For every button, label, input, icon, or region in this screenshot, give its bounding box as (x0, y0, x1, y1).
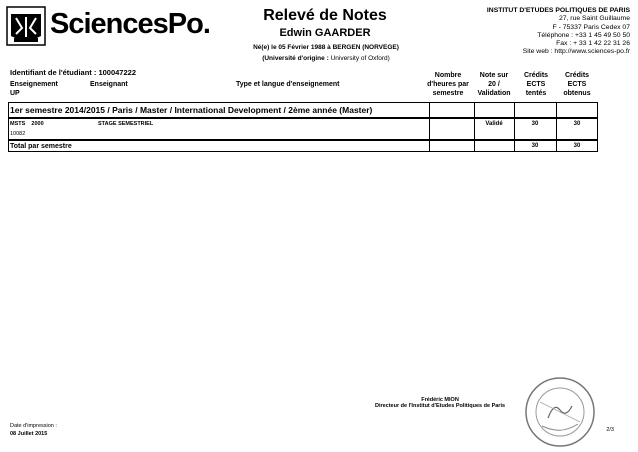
page-number: 2/3 (606, 427, 614, 433)
institution-address (430, 7, 630, 57)
institution-fax: Fax : + 33 1 42 22 31 26 (556, 40, 630, 48)
col-header-enseignant: Enseignant (90, 81, 128, 88)
signer-title: Directeur de l'Institut d'Etudes Politiques de Paris (374, 403, 506, 409)
origin-value: University of Oxford) (330, 55, 390, 62)
print-date-label: Date d'impression : (10, 423, 57, 429)
student-name: Edwin GAARDER (279, 27, 371, 39)
col-header-ects-attempted-line3: tentés (525, 90, 547, 97)
divider (429, 119, 430, 139)
print-date: 08 Juillet 2015 (10, 431, 48, 437)
course-code: MSTS 2000 (10, 121, 44, 127)
col-header-ects-obtained (556, 71, 598, 98)
birth-info: Né(e) le 05 Février 1988 à BERGEN (NORVEGE) (253, 44, 399, 51)
institution-street: 27, rue Saint Guillaume (558, 15, 630, 23)
course-ects-attempted: 30 (531, 121, 539, 127)
divider (474, 103, 475, 117)
col-header-hours-line3: semestre (432, 90, 464, 97)
col-header-enseignement: Enseignement (10, 81, 58, 88)
official-stamp-icon (520, 372, 600, 452)
col-header-type: Type et langue d'enseignement (236, 81, 340, 88)
course-up: 10082 (10, 131, 26, 137)
semester-title: 1er semestre 2014/2015 / Paris / Master / International Development / 2ème année (Master) (10, 105, 373, 115)
col-header-up: UP (10, 90, 20, 97)
col-header-grade-line2: 20 / (488, 81, 500, 88)
col-header-grade-line1: Note sur (479, 72, 509, 79)
divider (429, 103, 430, 117)
divider (514, 103, 515, 117)
institution-website: Site web : http://www.sciences-po.fr (522, 48, 630, 56)
brand-wordmark: SciencesPo. (50, 8, 210, 40)
col-header-ects-attempted-line1: Crédits (523, 72, 549, 79)
divider (474, 141, 475, 151)
institution-phone: Téléphone : +33 1 45 49 50 50 (537, 31, 630, 39)
divider (429, 141, 430, 151)
divider (556, 103, 557, 117)
sciences-po-emblem-icon (6, 6, 48, 48)
course-ects-obtained: 30 (573, 121, 581, 127)
institution-name: INSTITUT D'ETUDES POLITIQUES DE PARIS (486, 7, 630, 14)
total-ects-obtained: 30 (573, 143, 581, 149)
col-header-hours (420, 71, 476, 98)
col-header-ects-attempted (514, 71, 558, 98)
total-label: Total par semestre (10, 143, 72, 150)
total-row (8, 140, 598, 152)
total-ects-attempted: 30 (531, 143, 539, 149)
col-header-grade-line3: Validation (477, 90, 511, 97)
col-header-hours-line2: d'heures par (427, 81, 469, 88)
col-header-hours-line1: Nombre (434, 72, 462, 79)
origin-university (226, 55, 426, 62)
col-header-grade (474, 71, 514, 98)
col-header-ects-obtained-line1: Crédits (564, 72, 590, 79)
course-name: STAGE SEMESTRIEL (98, 121, 154, 127)
origin-label: (Université d'origine : (262, 55, 329, 62)
document-title: Relevé de Notes (263, 7, 387, 24)
course-grade: Validé (485, 121, 503, 127)
institution-city: F - 75337 Paris Cedex 07 (552, 23, 630, 31)
student-id: Identifiant de l'étudiant : 100047222 (10, 68, 136, 77)
signer-name: Frédéric MION (421, 397, 459, 403)
col-header-ects-obtained-line2: ECTS (567, 81, 587, 88)
col-header-ects-attempted-line2: ECTS (526, 81, 546, 88)
col-header-ects-obtained-line3: obtenus (563, 90, 591, 97)
